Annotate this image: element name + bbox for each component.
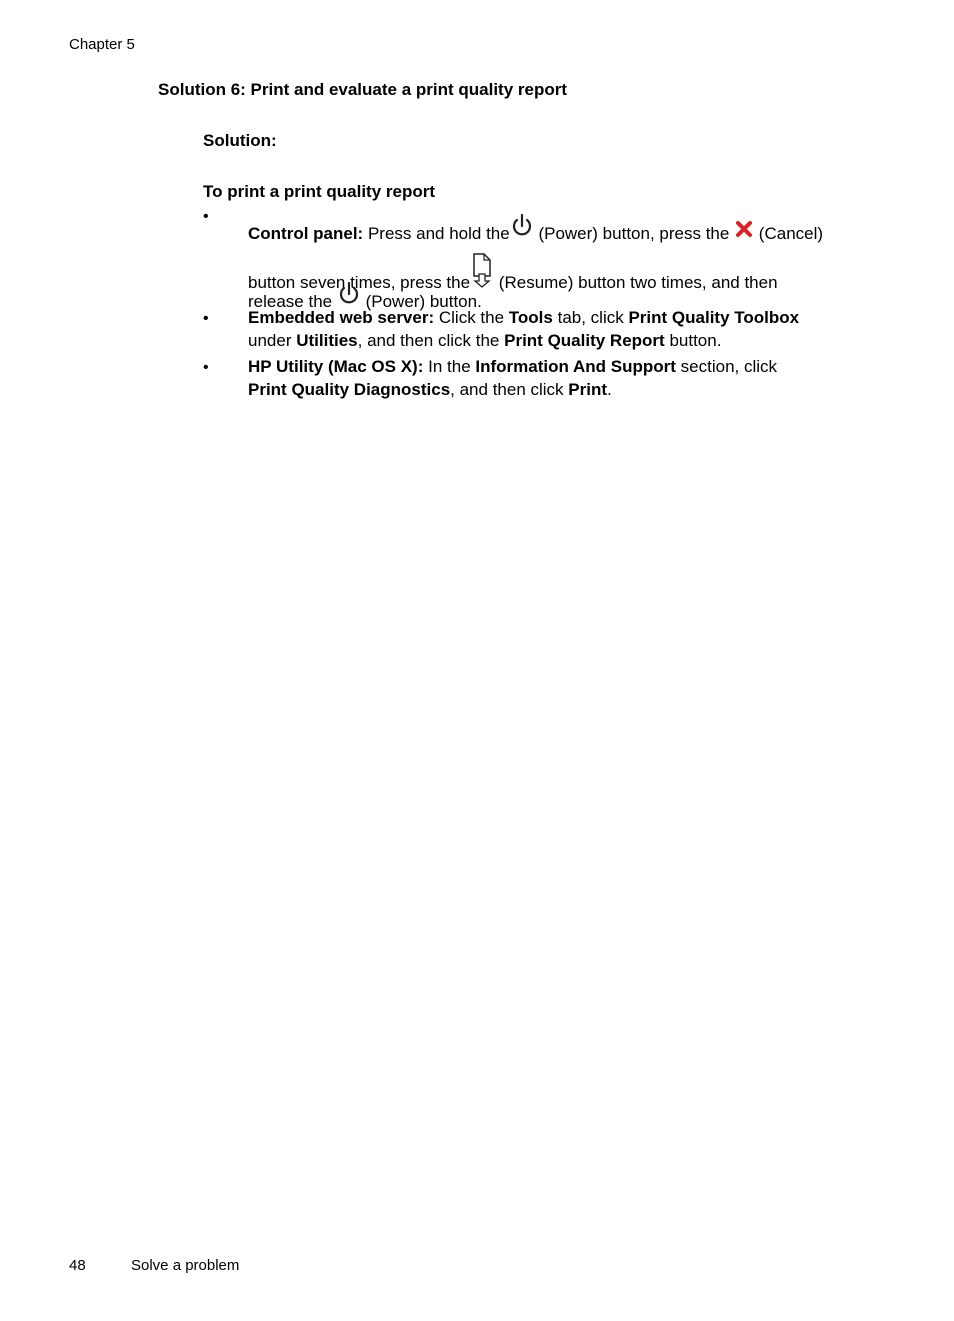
page-number: 48 (69, 1257, 86, 1274)
chapter-label: Chapter 5 (69, 36, 135, 53)
hp-utility-label: HP Utility (Mac OS X): (248, 357, 424, 376)
control-panel-label: Control panel: (248, 224, 364, 243)
control-panel-line-1: Control panel: Press and hold the (Power) button, press the (Cancel) (248, 213, 823, 244)
solution-heading: Solution 6: Print and evaluate a print quality report (158, 80, 567, 99)
power-icon (510, 213, 534, 244)
control-panel-line-2: button seven times, press the (Resume) button two times, and then (248, 252, 778, 293)
control-panel-line-3: release the (Power) button. (248, 281, 482, 312)
print-quality-report-ref: Print Quality Report (504, 331, 665, 350)
hp-utility-line-1: HP Utility (Mac OS X): In the Information And Support section, click (248, 357, 778, 376)
solution-label: Solution: (203, 131, 277, 150)
ews-line-2: under Utilities, and then click the Print Quality Report button. (248, 331, 722, 350)
footer-section-title: Solve a problem (131, 1257, 240, 1274)
information-and-support-ref: Information And Support (475, 357, 676, 376)
print-quality-diagnostics-ref: Print Quality Diagnostics (248, 380, 451, 399)
utilities-ref: Utilities (296, 331, 358, 350)
ews-label: Embedded web server: (248, 308, 435, 327)
print-ref: Print (568, 380, 608, 399)
print-quality-toolbox-ref: Print Quality Toolbox (628, 308, 800, 327)
bullet-marker: • (203, 310, 209, 327)
bullet-marker: • (203, 359, 209, 376)
procedure-title: To print a print quality report (203, 182, 436, 201)
tools-tab-ref: Tools (508, 308, 553, 327)
cancel-x-icon (734, 219, 754, 244)
bullet-marker: • (203, 208, 209, 225)
ews-line-1: Embedded web server: Click the Tools tab, click Print Quality Toolbox (248, 308, 800, 327)
hp-utility-line-2: Print Quality Diagnostics, and then click Print. (248, 380, 612, 399)
